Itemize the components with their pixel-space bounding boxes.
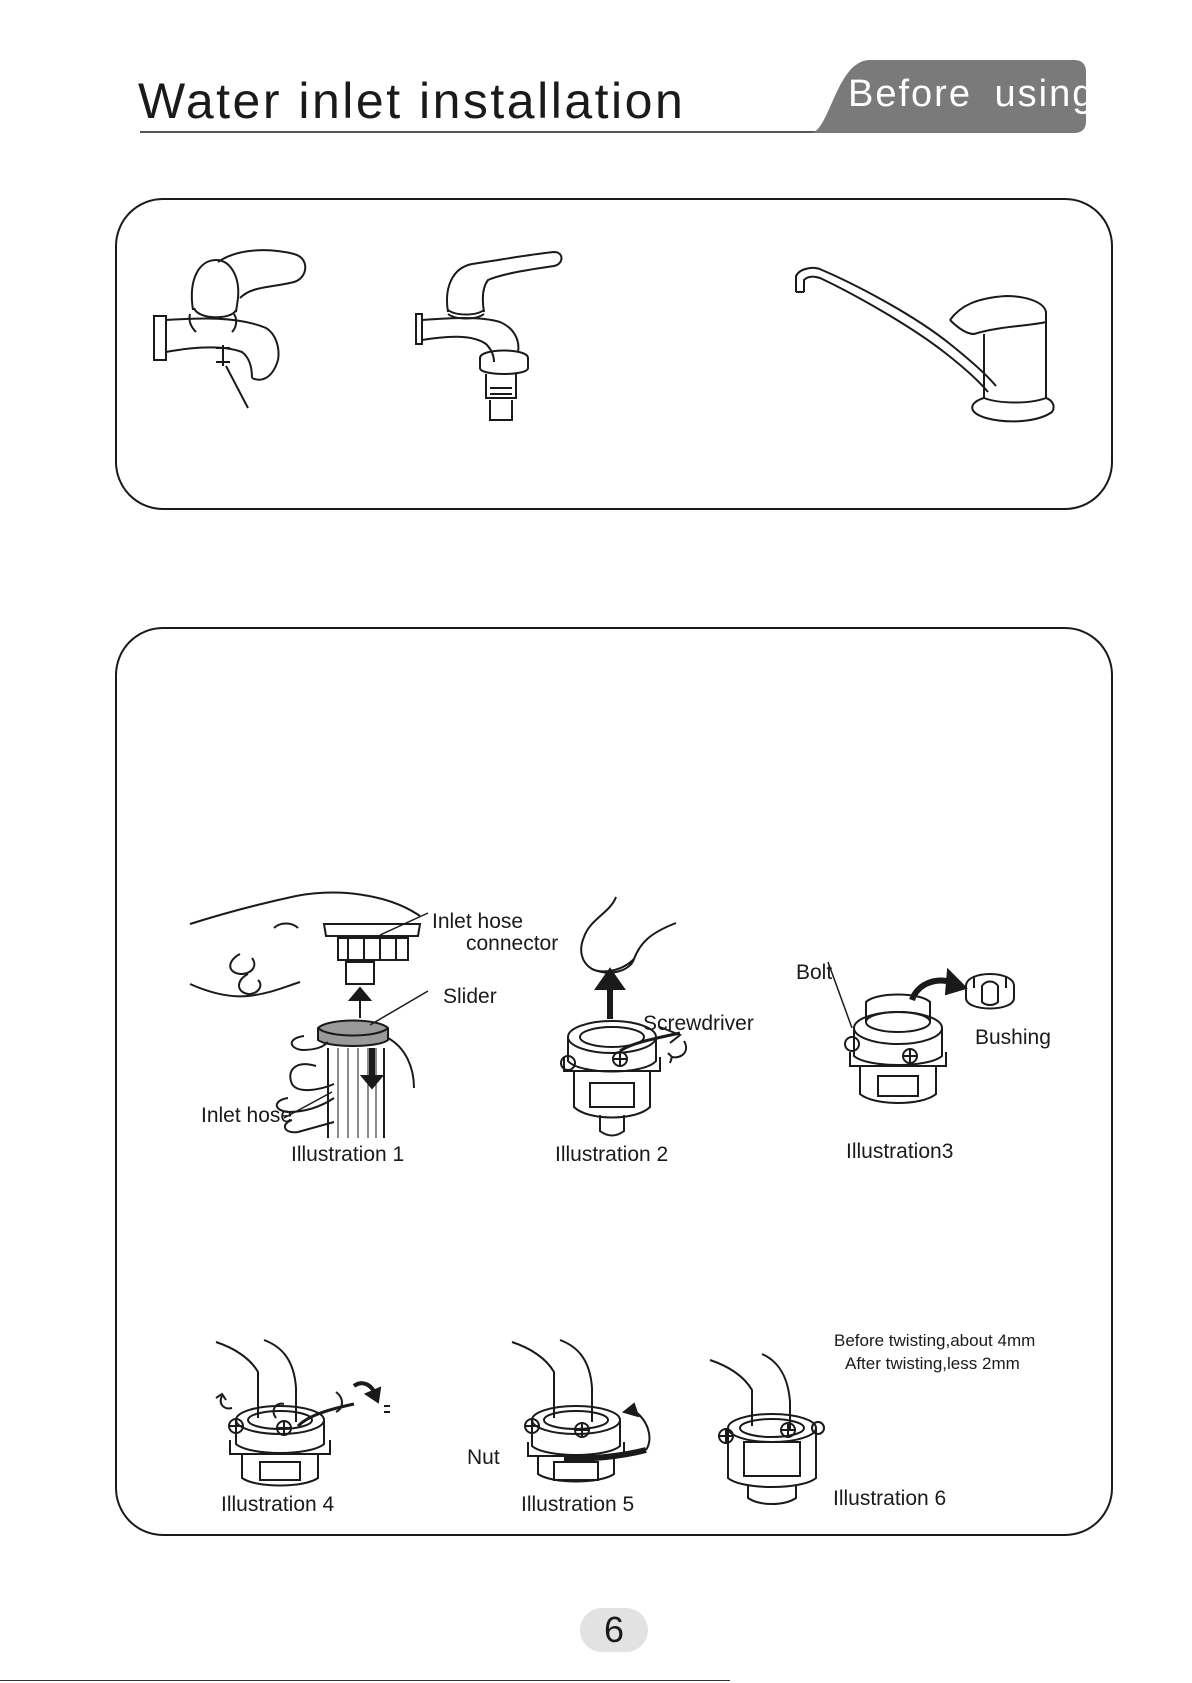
bolt-label: Bolt — [796, 961, 833, 984]
illustration-1-leader-lines — [360, 905, 430, 1015]
inlet-hose-label: Inlet hose — [201, 1104, 293, 1127]
title-underline — [140, 131, 820, 133]
bushing-label: Bushing — [975, 1026, 1051, 1049]
illustration-3-caption: Illustration3 — [846, 1140, 954, 1163]
faucet-threaded-nozzle-icon — [410, 248, 575, 428]
screwdriver-label: Screwdriver — [643, 1012, 754, 1035]
illustration-6-drawing — [708, 1350, 838, 1510]
before-twisting-note: Before twisting,about 4mm — [834, 1331, 1036, 1350]
illustration-2-caption: Illustration 2 — [555, 1143, 669, 1166]
slider-label: Slider — [443, 985, 497, 1008]
nut-label: Nut — [467, 1446, 500, 1469]
faucet-mixer-long-spout-icon — [790, 262, 1050, 432]
page-title: Water inlet installation — [138, 73, 686, 129]
inlet-hose-connector-label-line2: connector — [466, 932, 559, 955]
illustration-5-caption: Illustration 5 — [521, 1493, 635, 1516]
illustration-4-caption: Illustration 4 — [221, 1493, 335, 1516]
page-number: 6 — [603, 1609, 625, 1650]
after-twisting-note: After twisting,less 2mm — [845, 1354, 1020, 1373]
illustration-1-caption: Illustration 1 — [291, 1143, 405, 1166]
section-tab-label: Before using — [848, 73, 1096, 115]
illustration-6-caption: Illustration 6 — [833, 1487, 947, 1510]
illustration-5-drawing — [510, 1338, 660, 1488]
illustration-4-drawing — [214, 1338, 400, 1488]
faucet-lever-tap-icon — [148, 248, 318, 448]
footer-rule — [0, 1680, 730, 1681]
inlet-hose-connector-label-line1: Inlet hose — [432, 910, 524, 933]
